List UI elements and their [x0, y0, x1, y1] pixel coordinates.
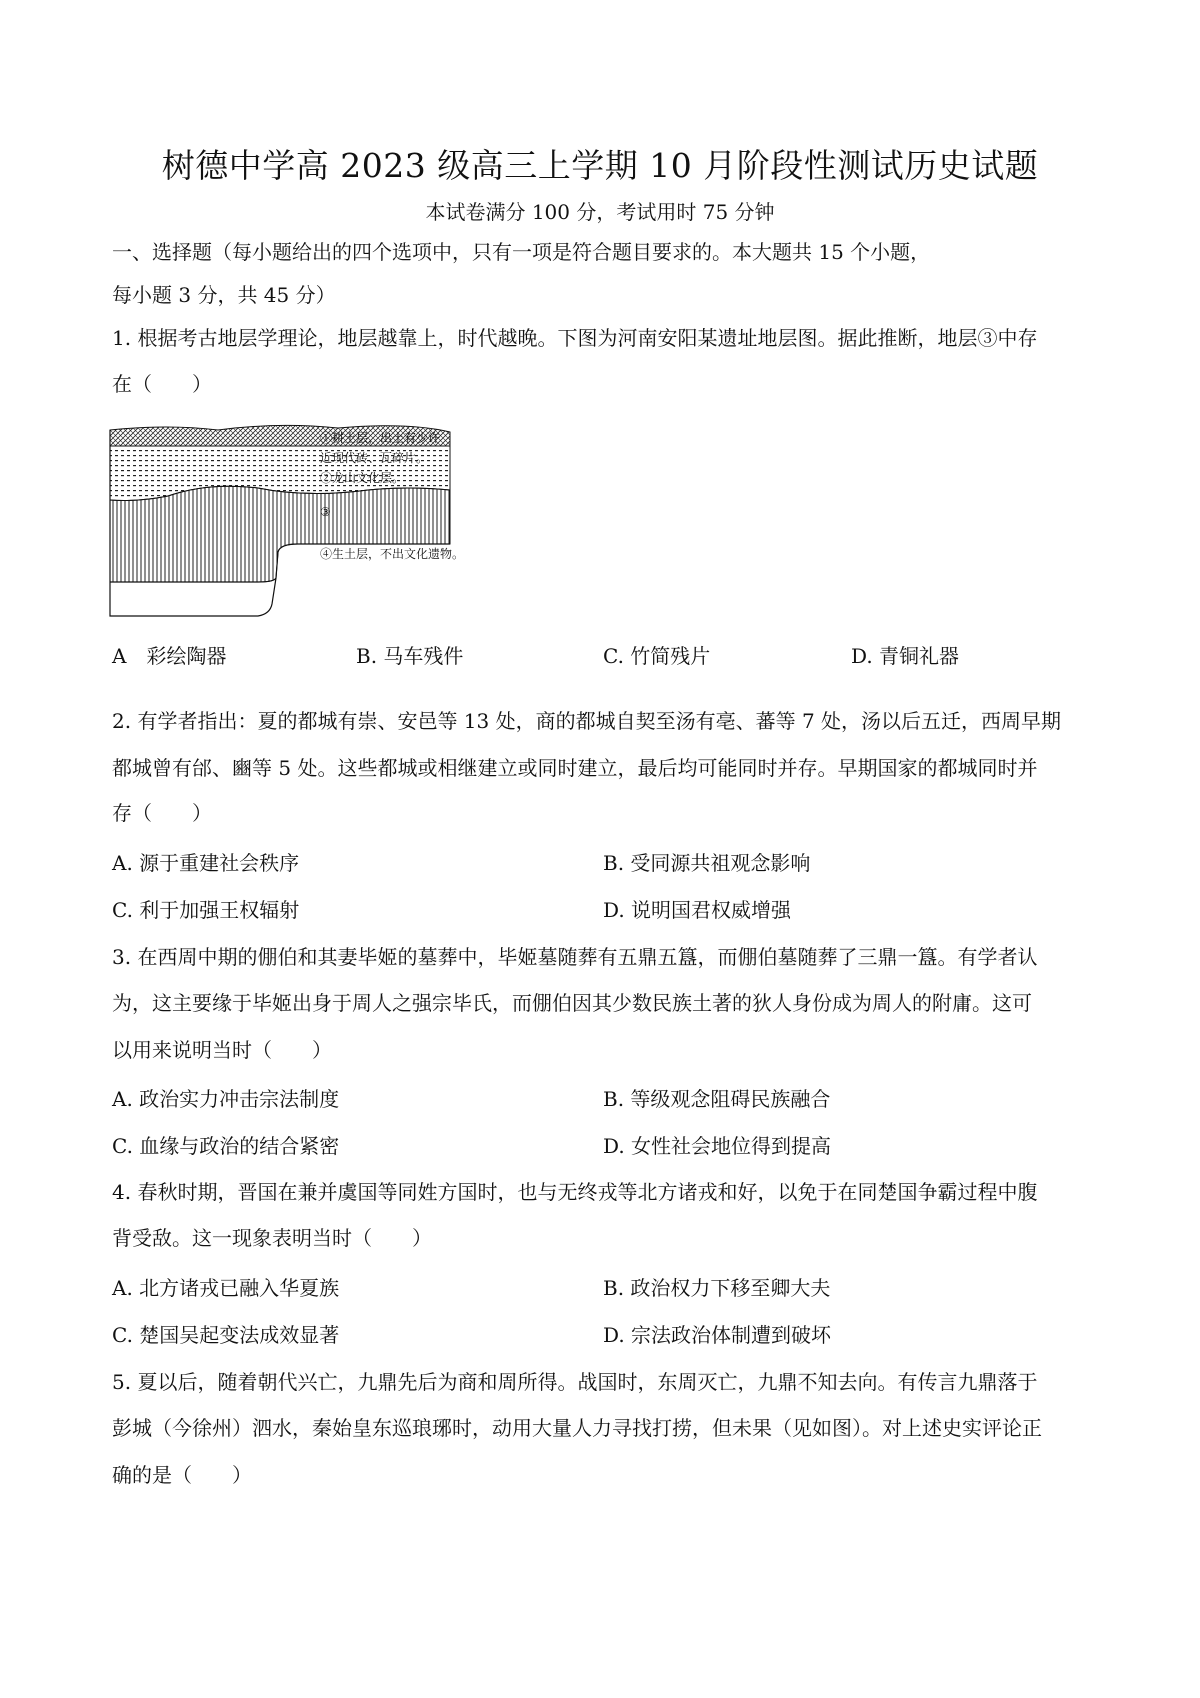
figure-label-1b: 近现代砖、瓦碎片。	[320, 451, 429, 465]
q3-option-b[interactable]: B. 等级观念阻碍民族融合	[603, 1087, 831, 1111]
q3-option-c[interactable]: C. 血缘与政治的结合紧密	[112, 1134, 340, 1158]
figure-label-4: ④生土层，不出文化遗物。	[320, 547, 465, 561]
section-heading-line1: 一、选择题（每小题给出的四个选项中，只有一项是符合题目要求的。本大题共 15 个小题，	[112, 240, 931, 264]
q4-option-a[interactable]: A. 北方诸戎已融入华夏族	[112, 1276, 340, 1300]
section-heading-line2: 每小题 3 分，共 45 分）	[112, 283, 336, 307]
q3-stem-line3: 以用来说明当时（ ）	[112, 1038, 332, 1062]
q4-option-b[interactable]: B. 政治权力下移至卿大夫	[603, 1276, 831, 1300]
figure-label-2: ②龙山文化层。	[320, 471, 405, 485]
layer-3	[110, 486, 450, 582]
q3-stem-line1: 3. 在西周中期的倗伯和其妻毕姬的墓葬中，毕姬墓随葬有五鼎五簋，而倗伯墓随葬了三鼎一簋。有学者认	[112, 945, 1038, 969]
page-title: 树德中学高 2023 级高三上学期 10 月阶段性测试历史试题	[161, 146, 1039, 185]
page-subtitle: 本试卷满分 100 分，考试用时 75 分钟	[425, 200, 775, 224]
q4-option-c[interactable]: C. 楚国吴起变法成效显著	[112, 1323, 340, 1347]
figure-label-3: ③	[320, 505, 331, 519]
q1-option-c[interactable]: C. 竹简残片	[603, 644, 711, 668]
q3-option-d[interactable]: D. 女性社会地位得到提高	[603, 1134, 832, 1158]
q2-option-d[interactable]: D. 说明国君权威增强	[603, 898, 792, 922]
q5-stem-line3: 确的是（ ）	[112, 1463, 252, 1487]
stratigraphy-figure	[108, 418, 528, 618]
figure-label-1a: ①耕土层，出土有少许	[320, 431, 441, 445]
q2-option-b[interactable]: B. 受同源共祖观念影响	[603, 851, 811, 875]
q1-option-a[interactable]: A 彩绘陶器	[112, 644, 227, 668]
q3-stem-line2: 为，这主要缘于毕姬出身于周人之强宗毕氏，而倗伯因其少数民族土著的狄人身份成为周人的附庸。这可	[112, 991, 1032, 1015]
q2-stem-line1: 2. 有学者指出：夏的都城有崇、安邑等 13 处，商的都城自契至汤有亳、蕃等 7 处，汤以后五迁，西周早期	[112, 709, 1062, 733]
q1-option-b[interactable]: B. 马车残件	[356, 644, 464, 668]
q2-option-c[interactable]: C. 利于加强王权辐射	[112, 898, 300, 922]
q1-stem-line1: 1. 根据考古地层学理论，地层越靠上，时代越晚。下图为河南安阳某遗址地层图。据此推断，地层③中存	[112, 326, 1038, 350]
q4-option-d[interactable]: D. 宗法政治体制遭到破坏	[603, 1323, 832, 1347]
q1-stem-line2: 在（ ）	[112, 372, 212, 396]
q2-stem-line3: 存（ ）	[112, 801, 212, 825]
q2-option-a[interactable]: A. 源于重建社会秩序	[112, 851, 300, 875]
q1-option-d[interactable]: D. 青铜礼器	[851, 644, 960, 668]
q4-stem-line2: 背受敌。这一现象表明当时（ ）	[112, 1226, 432, 1250]
q5-stem-line1: 5. 夏以后，随着朝代兴亡，九鼎先后为商和周所得。战国时，东周灭亡，九鼎不知去向。有传言九鼎落于	[112, 1370, 1038, 1394]
q4-stem-line1: 4. 春秋时期，晋国在兼并虞国等同姓方国时，也与无终戎等北方诸戎和好，以免于在同楚国争霸过程中腹	[112, 1180, 1038, 1204]
q5-stem-line2: 彭城（今徐州）泗水，秦始皇东巡琅琊时，动用大量人力寻找打捞，但未果（见如图）。对上述史实评论正	[112, 1416, 1042, 1440]
q3-option-a[interactable]: A. 政治实力冲击宗法制度	[112, 1087, 340, 1111]
q2-stem-line2: 都城曾有邰、豳等 5 处。这些都城或相继建立或同时建立，最后均可能同时并存。早期国家的都城同时并	[112, 756, 1038, 780]
